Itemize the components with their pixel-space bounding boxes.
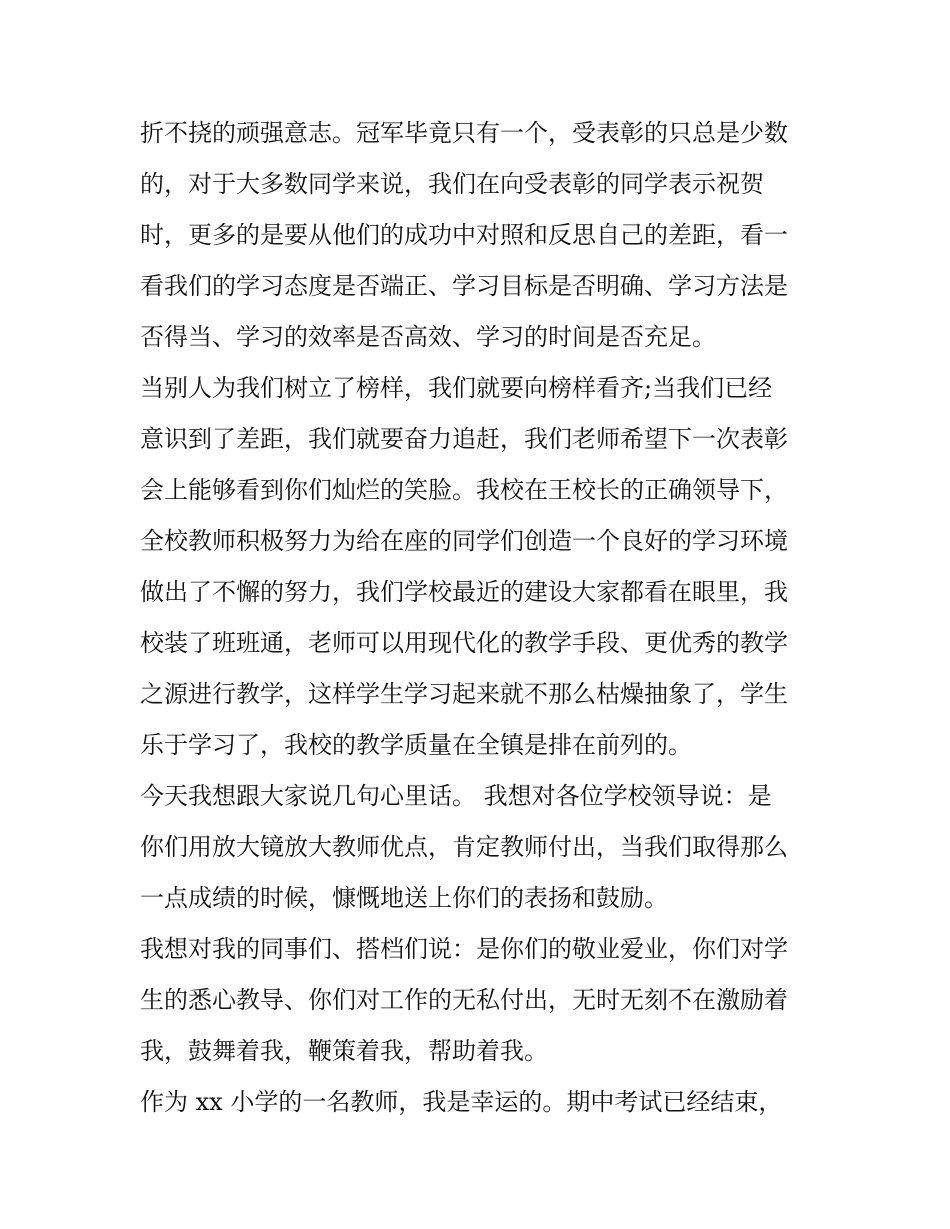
text-line: 今天我想跟大家说几句心里话。 我想对各位学校领导说：是 (140, 782, 772, 810)
text-line: 做出了不懈的努力，我们学校最近的建设大家都看在眼里，我 (140, 578, 788, 606)
text-line: 意识到了差距，我们就要奋力追赶，我们老师希望下一次表彰 (140, 425, 788, 453)
text-line: 会上能够看到你们灿烂的笑脸。我校在王校长的正确领导下， (140, 476, 788, 504)
text-line: 校装了班班通，老师可以用现代化的教学手段、更优秀的教学 (140, 629, 788, 657)
text-line: 之源进行教学，这样学生学习起来就不那么枯燥抽象了，学生 (140, 680, 788, 708)
text-line: 折不挠的顽强意志。冠军毕竟只有一个，受表彰的只总是少数 (140, 119, 788, 147)
text-line: 我想对我的同事们、搭档们说：是你们的敬业爱业，你们对学 (140, 935, 788, 963)
text-line: 乐于学习了，我校的教学质量在全镇是排在前列的。 (140, 731, 692, 759)
text-line: 我，鼓舞着我，鞭策着我，帮助着我。 (140, 1037, 548, 1065)
text-line: 看我们的学习态度是否端正、学习目标是否明确、学习方法是 (140, 272, 788, 300)
text-line: 否得当、学习的效率是否高效、学习的时间是否充足。 (140, 323, 716, 351)
text-line: 的，对于大多数同学来说，我们在向受表彰的同学表示祝贺 (140, 170, 764, 198)
text-line: 时，更多的是要从他们的成功中对照和反思自己的差距，看一 (140, 221, 788, 249)
text-line: 一点成绩的时候，慷慨地送上你们的表扬和鼓励。 (140, 884, 668, 912)
text-line: 当别人为我们树立了榜样，我们就要向榜样看齐;当我们已经 (140, 374, 773, 402)
text-line: 生的悉心教导、你们对工作的无私付出，无时无刻不在激励着 (140, 986, 788, 1014)
body-text (140, 108, 820, 1128)
text-line: 你们用放大镜放大教师优点，肯定教师付出，当我们取得那么 (140, 833, 788, 861)
text-line: 全校教师积极努力为给在座的同学们创造一个良好的学习环境 (140, 527, 788, 555)
text-line: 作为 xx 小学的一名教师，我是幸运的。期中考试已经结束， (140, 1088, 783, 1116)
